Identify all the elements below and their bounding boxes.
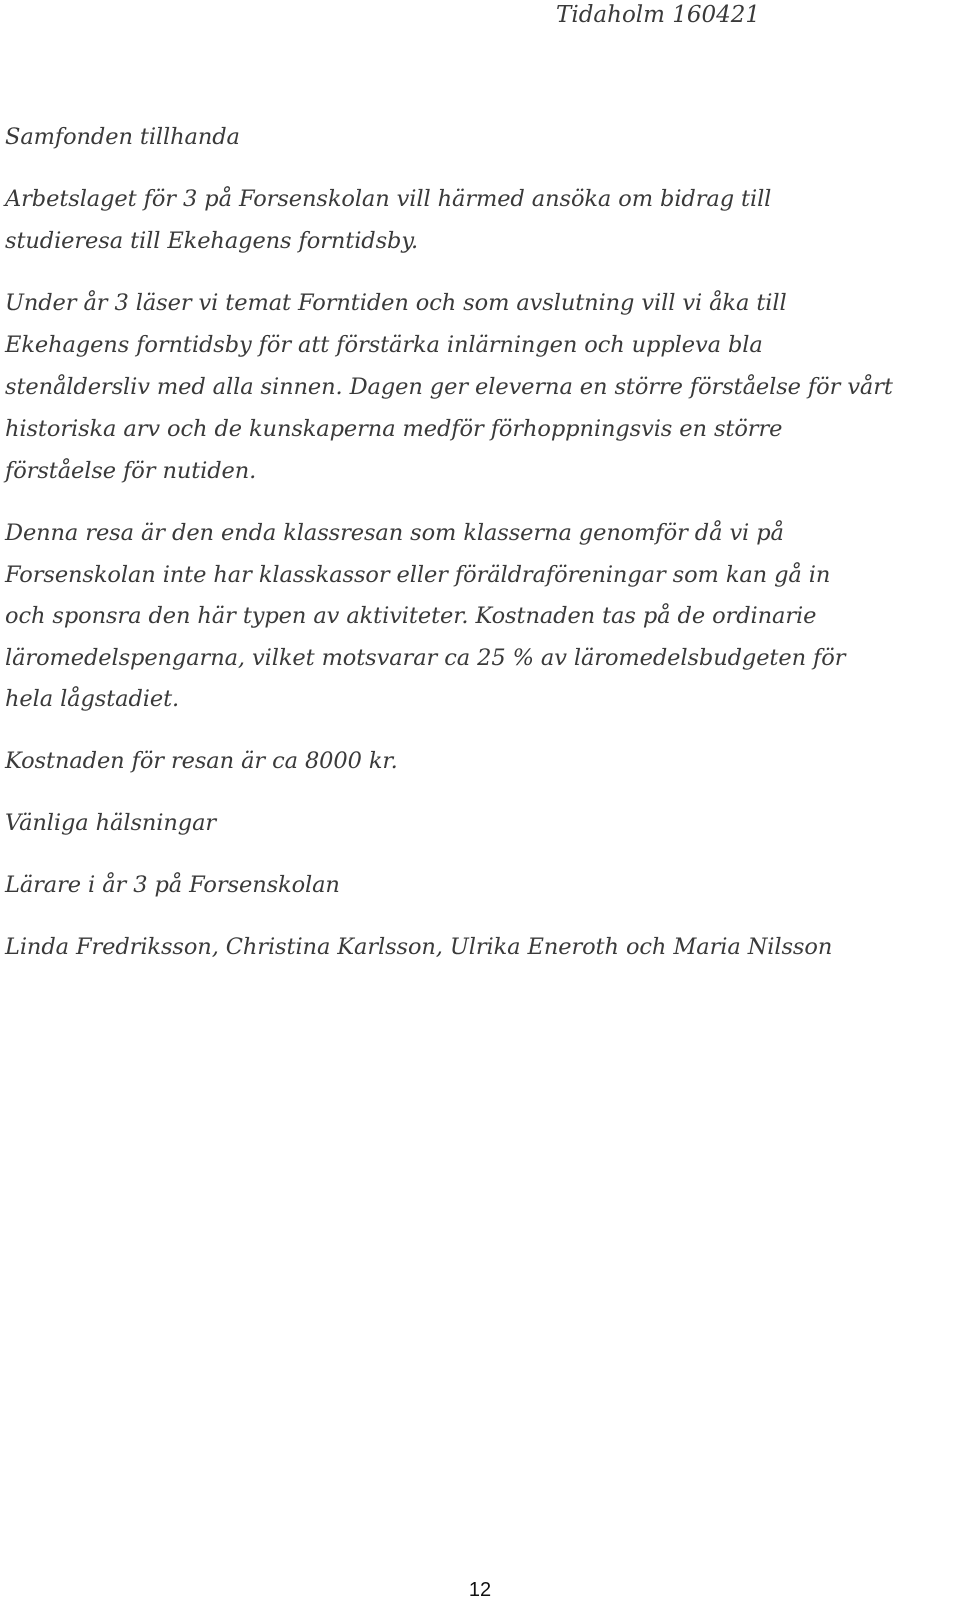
sender-line: Lärare i år 3 på Forsenskolan [5, 872, 340, 898]
paragraph-1-line-1: Arbetslaget för 3 på Forsenskolan vill härmed ansöka om bidrag till [5, 186, 772, 212]
paragraph-3-line-3: och sponsra den här typen av aktiviteter. Kostnaden tas på de ordinarie [5, 603, 817, 629]
paragraph-2-line-3: stenåldersliv med alla sinnen. Dagen ger eleverna en större förståelse för vårt [5, 374, 893, 400]
recipient-line: Samfonden tillhanda [5, 124, 240, 150]
paragraph-3-line-1: Denna resa är den enda klassresan som klasserna genomför då vi på [5, 520, 784, 546]
greeting-line: Vänliga hälsningar [5, 810, 217, 836]
paragraph-2-line-2: Ekehagens forntidsby för att förstärka inlärningen och uppleva bla [5, 332, 763, 358]
paragraph-3-line-5: hela lågstadiet. [5, 686, 180, 712]
page-number: 12 [468, 1579, 492, 1601]
letter-date: Tidaholm 160421 [556, 2, 761, 28]
paragraph-2-line-1: Under år 3 läser vi temat Forntiden och som avslutning vill vi åka till [5, 290, 787, 316]
paragraph-2-line-4: historiska arv och de kunskaperna medför förhoppningsvis en större [5, 416, 783, 442]
paragraph-3-line-4: läromedelspengarna, vilket motsvarar ca 25 % av läromedelsbudgeten för [5, 645, 846, 671]
paragraph-2-line-5: förståelse för nutiden. [5, 458, 257, 484]
paragraph-1-line-2: studieresa till Ekehagens forntidsby. [5, 228, 419, 254]
paragraph-3-line-2: Forsenskolan inte har klasskassor eller föräldraföreningar som kan gå in [5, 562, 831, 588]
cost-line: Kostnaden för resan är ca 8000 kr. [5, 748, 398, 774]
signatories-line: Linda Fredriksson, Christina Karlsson, Ulrika Eneroth och Maria Nilsson [5, 934, 833, 960]
